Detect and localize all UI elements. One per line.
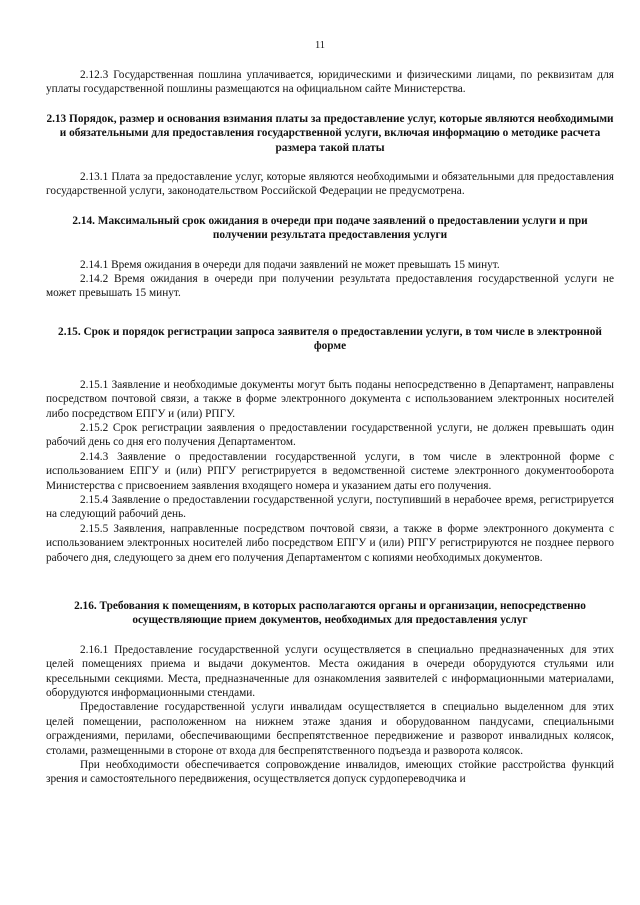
heading-2-13: 2.13 Порядок, размер и основания взимания платы за предоставление услуг, которые являются необходимыми и обязательными для предоставления государственной услуги, включая информацию о методике расчета размера такой платы [46,112,614,154]
paragraph-2-16-escort: При необходимости обеспечивается сопровождение инвалидов, имеющих стойкие расстройства функций зрения и самостоятельного передвижения, осуществляется допуск сурдопереводчика и [46,759,614,786]
heading-2-14: 2.14. Максимальный срок ожидания в очереди при подаче заявлений о предоставлении услуги и при получении результата предоставления услуги [72,214,588,242]
document-body [46,68,614,787]
paragraph-2-14-2: 2.14.2 Время ожидания в очереди при получении результата предоставления государственной услуги не может превышать 15 минут. [46,273,614,300]
paragraph-2-12-3: 2.12.3 Государственная пошлина уплачивается, юридическими и физическими лицами, по реквизитам для уплаты государственной пошлины размещаются на официальном сайте Министерства. [46,69,614,96]
page-number: 11 [314,40,326,51]
paragraph-2-16-accessibility: Предоставление государственной услуги инвалидам осуществляется в специально выделенном для этих целей помещении, расположенном на нижнем этаже здания и оборудованном пандусами, специальными ограждениями, перилами, обеспечивающими беспрепятственное передвижение и разворот инвалидных колясок, столами, размещенными в стороне от входа для беспрепятственного подъезда и разворота колясок. [46,701,614,757]
paragraph-2-15-4: 2.15.4 Заявление о предоставлении государственной услуги, поступивший в нерабочее время, регистрируется на следующий рабочий день. [46,493,614,521]
heading-2-16: 2.16. Требования к помещениям, в которых располагаются органы и организации, непосредственно осуществляющие прием документов, необходимых для предоставления услуг [74,599,586,627]
paragraph-2-13-1: 2.13.1 Плата за предоставление услуг, которые являются необходимыми и обязательными для предоставления государственной услуги, законодательством Российской Федерации не предусмотрена. [46,171,614,198]
paragraph-2-15-1: 2.15.1 Заявление и необходимые документы могут быть поданы непосредственно в Департамент, направлены посредством почтовой связи, а также в форме электронного документа с использованием электронных носителей либо посредством ЕПГУ и (или) РПГУ. [46,378,614,420]
paragraph-2-16-1: 2.16.1 Предоставление государственной услуги осуществляется в специально предназначенных для этих целей помещениях приема и выдачи документов. Места ожидания в очереди оборудуются стульями или кресельными секциями. Места, предназначенные для ознакомления заявителей с информационными материалами, оборудуются информационными стендами. [46,643,614,699]
paragraph-2-14-3: 2.14.3 Заявление о предоставлении государственной услуги, в том числе в электронной форме с использованием ЕПГУ и (или) РПГУ регистрируется в ведомственной системе электронного документооборота Министерства с присвоением заявления входящего номера и указанием даты его получения. [46,450,614,492]
paragraph-2-14-1: 2.14.1 Время ожидания в очереди для подачи заявлений не может превышать 15 минут. [80,258,500,271]
paragraph-2-15-2: 2.15.2 Срок регистрации заявления о предоставлении государственной услуги, не должен превышать один рабочий день со дня его получения Департаментом. [46,421,614,449]
heading-2-15: 2.15. Срок и порядок регистрации запроса заявителя о предоставлении услуги, в том числе в электронной форме [58,325,602,353]
paragraph-2-15-5: 2.15.5 Заявления, направленные посредством почтовой связи, а также в форме электронного документа с использованием электронных носителей либо посредством ЕПГУ и (или) РПГУ регистрируются не позднее первого рабочего дня, следующего за днем его получения Департаментом с копиями необходимых документов. [46,522,614,564]
